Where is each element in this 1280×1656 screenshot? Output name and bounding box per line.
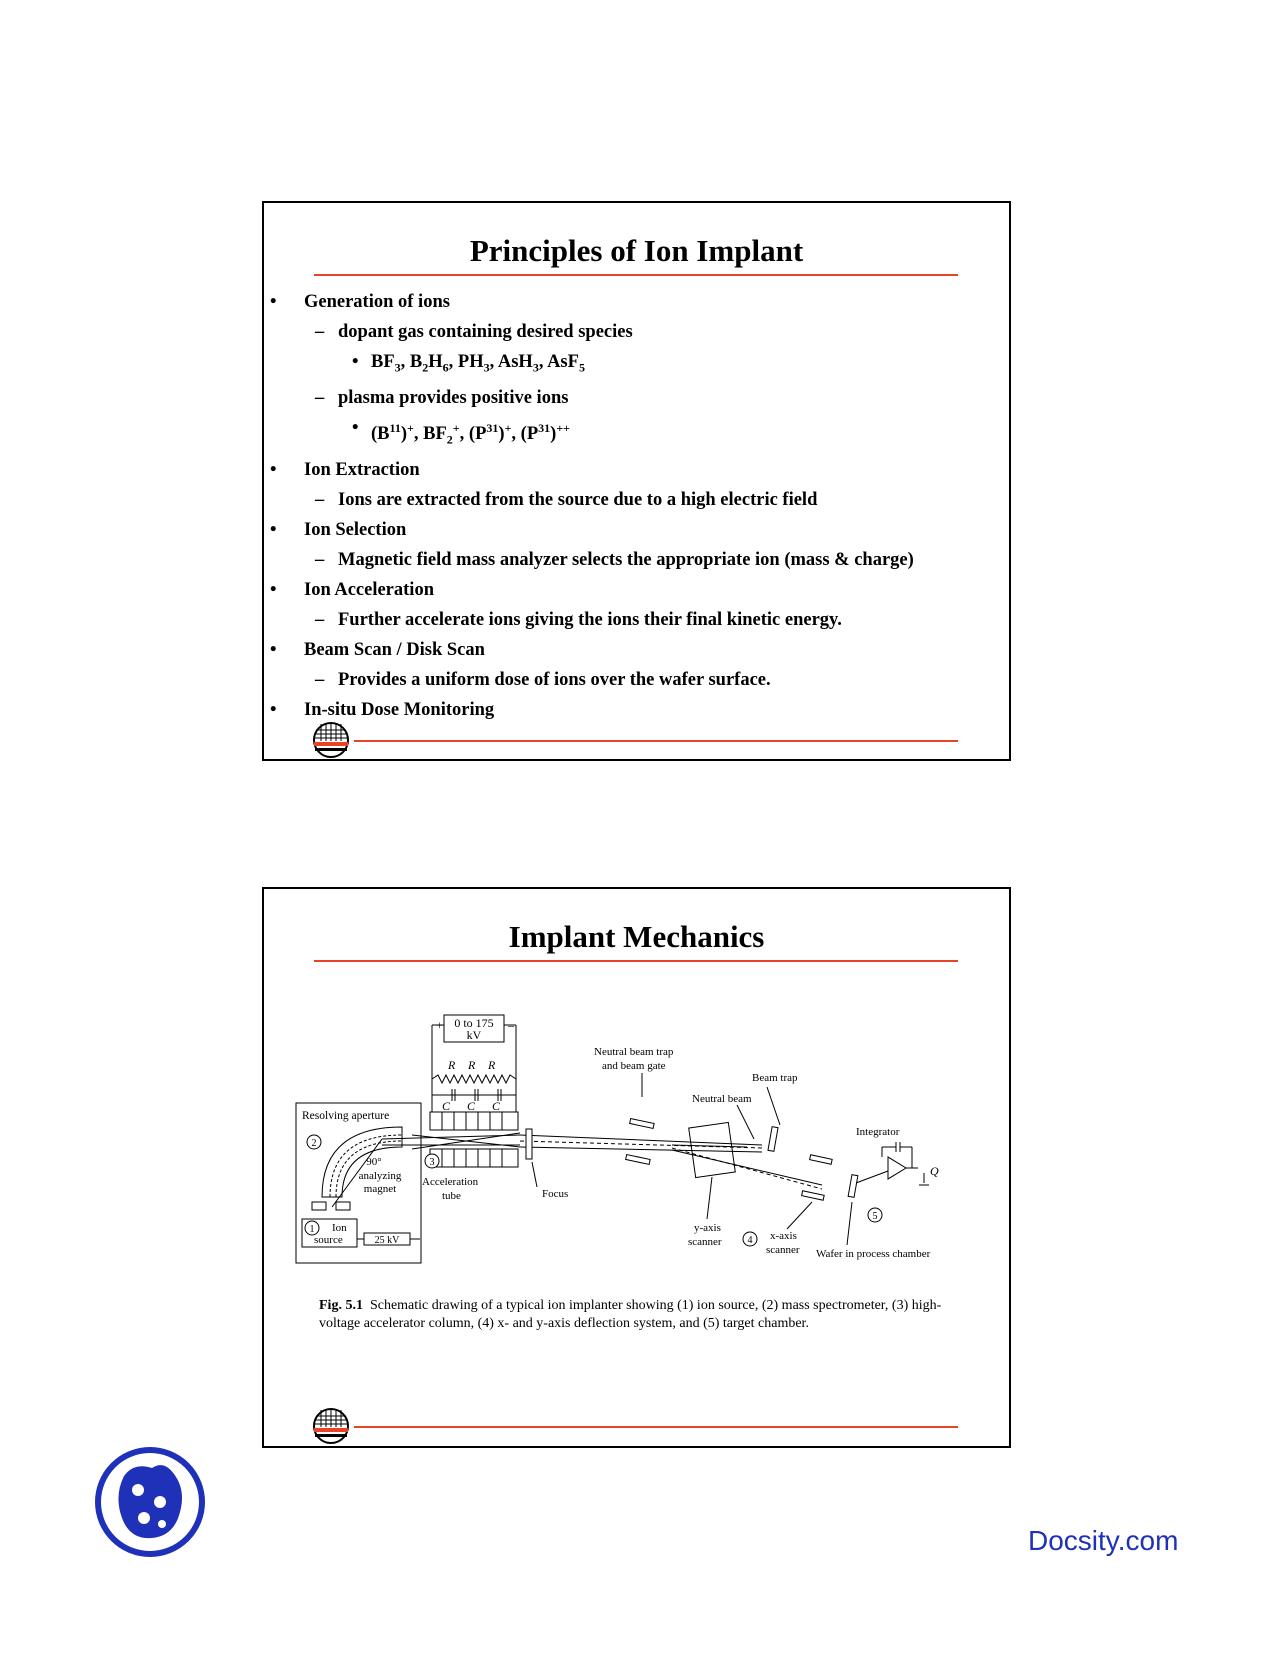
slide-implant-mechanics: [262, 887, 1011, 1448]
title-underline: [314, 960, 958, 962]
resistor-label: R: [488, 1058, 496, 1072]
footer-rule: [354, 740, 958, 742]
marker-4: 4: [747, 1235, 753, 1246]
sub-bullet-text: Provides a uniform dose of ions over the wafer surface.: [338, 669, 771, 690]
neutral-trap-label: and beam gate: [602, 1060, 666, 1072]
dash-marker: –: [315, 322, 325, 342]
bullet-marker: •: [270, 579, 277, 600]
sub-bullet-item: [270, 485, 1005, 515]
capacitor-label: C: [467, 1099, 476, 1113]
slide-title: Principles of Ion Implant: [469, 233, 804, 268]
slide-principles: [262, 201, 1011, 761]
sub-bullet-text: Magnetic field mass analyzer selects the appropriate ion (mass & charge): [338, 549, 914, 570]
bullet-text: Generation of ions: [304, 292, 450, 312]
bullet-marker: •: [270, 699, 277, 720]
voltage-range-label: 0 to 175: [454, 1016, 494, 1030]
dash-marker: –: [315, 387, 325, 408]
bullet-text: In-situ Dose Monitoring: [304, 699, 495, 720]
resolving-aperture-label: Resolving aperture: [302, 1110, 390, 1122]
sub-bullet-text: dopant gas containing desired species: [338, 322, 633, 342]
ion-implanter-diagram: [292, 1007, 952, 1267]
sub-sub-bullet-item: [270, 413, 1005, 455]
bullet-item: [270, 287, 1005, 317]
slide-globe-logo-icon: [312, 721, 350, 759]
sub-sub-bullet-item: [270, 347, 1005, 383]
magnet-degrees-label: 90°: [366, 1156, 382, 1168]
magnet-label: analyzing: [358, 1170, 402, 1182]
dash-marker: –: [315, 549, 325, 570]
x-scanner-label: x-axis: [770, 1230, 797, 1242]
bullet-text: Beam Scan / Disk Scan: [304, 639, 485, 660]
bullet-item: [270, 515, 1005, 545]
dash-marker: –: [315, 609, 325, 630]
sub-bullet-item: [270, 317, 1005, 347]
beam-trap-label: Beam trap: [752, 1072, 798, 1084]
focus-label: Focus: [542, 1188, 569, 1200]
ion-source-label: Ion: [332, 1222, 347, 1234]
ion-list: $(B^{11})^+$, $BF_2^+$, $(P^{31})^+$, $(P^{31})^{++}$: [371, 420, 571, 447]
q-label: Q: [930, 1164, 939, 1178]
x-scanner-label: scanner: [766, 1244, 800, 1256]
resistor-label: R: [468, 1058, 476, 1072]
caption-text: Schematic drawing of a typical ion implanter showing (1) ion source, (2) mass spectrometer, (3) high-voltage accelerator column, (4) x- and y-axis deflection system, and (5) target chamber.: [319, 1298, 942, 1331]
bullet-list: [270, 287, 1005, 725]
footer-rule: [354, 1426, 958, 1428]
y-scanner-label: y-axis: [694, 1222, 721, 1234]
title-underline: [314, 274, 958, 276]
accel-tube-label: Acceleration: [422, 1176, 479, 1188]
bullet-text: Ion Selection: [304, 519, 407, 540]
marker-2: 2: [311, 1138, 317, 1149]
neutral-beam-label: Neutral beam: [692, 1093, 752, 1105]
sub-bullet-text: Ions are extracted from the source due to a high electric field: [338, 489, 818, 510]
integrator-label: Integrator: [856, 1126, 900, 1138]
sub-bullet-item: [270, 383, 1005, 413]
plus-sign: +: [436, 1018, 443, 1032]
capacitor-label: C: [442, 1099, 451, 1113]
bullet-marker: •: [270, 292, 277, 312]
source-voltage-label: 25 kV: [374, 1235, 400, 1246]
marker-3: 3: [429, 1157, 435, 1168]
bullet-item: [270, 455, 1005, 485]
accel-tube-label: tube: [442, 1190, 461, 1202]
ion-source-label: source: [314, 1234, 343, 1246]
neutral-trap-label: Neutral beam trap: [594, 1046, 674, 1058]
figure-caption: [319, 1297, 959, 1333]
minus-sign: –: [508, 1018, 514, 1032]
bullet-marker: •: [270, 639, 277, 660]
sub-bullet-text: plasma provides positive ions: [338, 387, 569, 408]
marker-5: 5: [872, 1211, 878, 1222]
bullet-item: [270, 635, 1005, 665]
voltage-unit-label: kV: [466, 1028, 482, 1042]
sub-bullet-text: Further accelerate ions giving the ions their final kinetic energy.: [338, 609, 842, 630]
bullet-marker: •: [352, 352, 359, 372]
sub-bullet-item: [270, 605, 1005, 635]
slide-title: Implant Mechanics: [508, 919, 765, 954]
dash-marker: –: [315, 489, 325, 510]
slide-globe-logo-icon: [312, 1407, 350, 1445]
magnet-label: magnet: [363, 1183, 397, 1195]
marker-1: 1: [309, 1224, 315, 1235]
bullet-marker: •: [270, 459, 277, 480]
dash-marker: –: [315, 669, 325, 690]
capacitor-label: C: [492, 1099, 501, 1113]
bullet-item: [270, 695, 1005, 725]
bullet-marker: •: [270, 519, 277, 540]
caption-label: Fig. 5.1: [319, 1298, 363, 1313]
docsity-link[interactable]: Docsity.com: [1028, 1525, 1179, 1556]
docsity-logo-icon[interactable]: [94, 1446, 206, 1558]
y-scanner-label: scanner: [688, 1236, 722, 1248]
resistor-label: R: [448, 1058, 456, 1072]
sub-bullet-item: [270, 665, 1005, 695]
bullet-marker: •: [352, 417, 359, 438]
wafer-label: Wafer in process chamber: [816, 1248, 931, 1260]
bullet-text: Ion Acceleration: [304, 579, 434, 600]
species-list: $BF_3$, $B_2H_6$, $PH_3$, AsH$_3$, AsF$_5$: [371, 352, 585, 375]
sub-bullet-item: [270, 545, 1005, 575]
bullet-text: Ion Extraction: [304, 459, 420, 480]
bullet-item: [270, 575, 1005, 605]
